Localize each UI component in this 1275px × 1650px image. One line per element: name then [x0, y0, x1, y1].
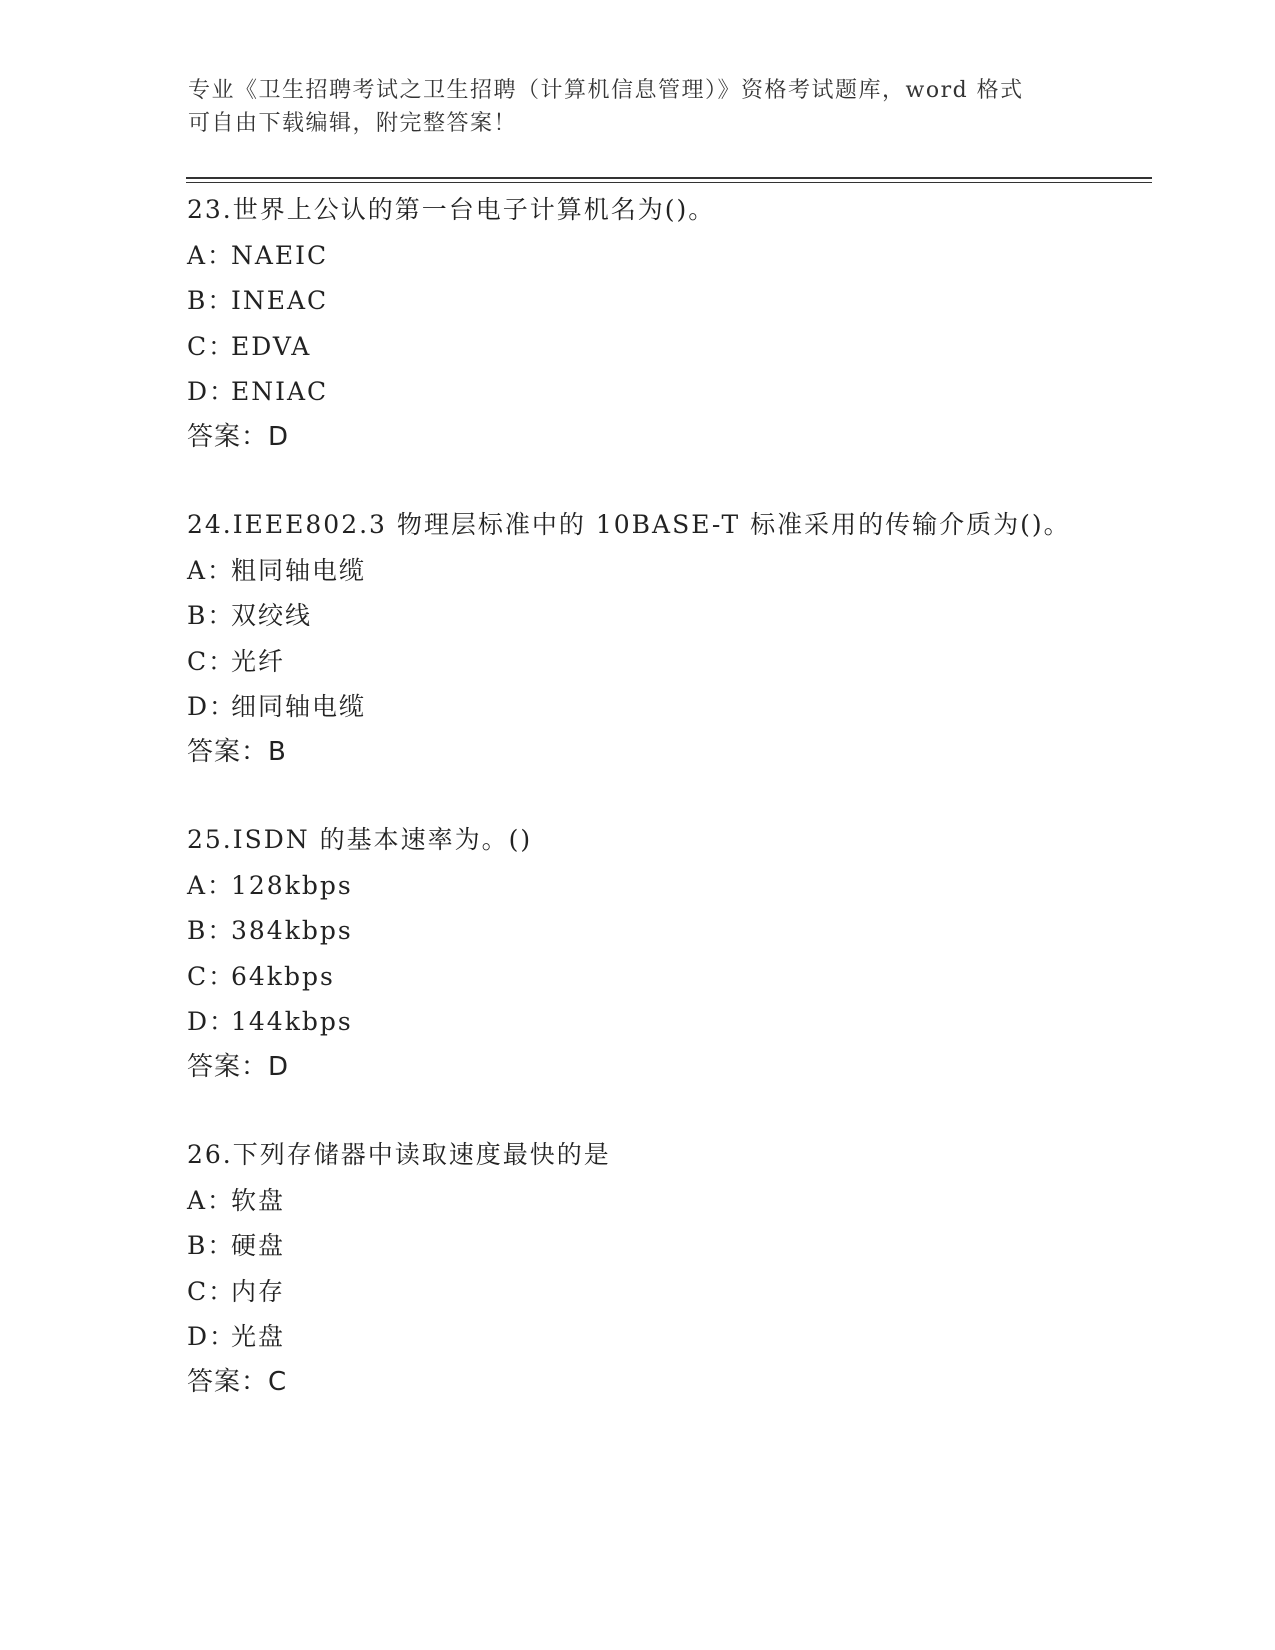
option-c	[187, 324, 1147, 370]
option-letter: D：	[187, 377, 237, 406]
option-a	[187, 1178, 1147, 1224]
answer-line: 答案：D	[187, 421, 290, 452]
option-letter: B：	[187, 601, 235, 630]
option-text: 硬盘	[231, 1231, 286, 1260]
option-b	[187, 1223, 1147, 1269]
option-b	[187, 278, 1147, 324]
question-stem: 24.IEEE802.3 物理层标准中的 10BASE-T 标准采用的传输介质为()。	[187, 510, 1071, 539]
option-c	[187, 954, 1147, 1000]
option-letter: D：	[187, 1007, 237, 1036]
question-stem: 25.ISDN 的基本速率为。()	[187, 825, 533, 854]
option-text: ENIAC	[231, 377, 329, 406]
answer-line: 答案：C	[187, 1366, 288, 1397]
option-c	[187, 1269, 1147, 1315]
question-stem: 23.世界上公认的第一台电子计算机名为()。	[187, 195, 716, 224]
option-letter: A：	[187, 240, 235, 270]
option-text: INEAC	[231, 286, 329, 315]
option-b	[187, 593, 1147, 639]
header-line-1: 专业《卫生招聘考试之卫生招聘（计算机信息管理）》资格考试题库，word 格式	[188, 78, 1024, 103]
option-c	[187, 639, 1147, 685]
question-24	[187, 502, 1147, 775]
answer-line: 答案：B	[187, 736, 287, 767]
option-letter: C：	[187, 961, 236, 991]
question-25	[187, 817, 1147, 1090]
question-23	[187, 187, 1147, 460]
option-text: 光盘	[231, 1322, 286, 1351]
option-text: NAEIC	[231, 240, 329, 270]
option-letter: C：	[187, 1276, 236, 1306]
option-letter: D：	[187, 1322, 237, 1351]
option-a	[187, 863, 1147, 909]
option-letter: A：	[187, 555, 235, 585]
question-26	[187, 1132, 1147, 1405]
option-letter: B：	[187, 916, 235, 945]
option-text: 384kbps	[231, 916, 353, 945]
option-text: EDVA	[231, 331, 312, 361]
option-text: 粗同轴电缆	[231, 555, 367, 585]
header-divider-thin	[186, 182, 1152, 183]
option-text: 细同轴电缆	[231, 692, 367, 721]
option-d	[187, 684, 1147, 730]
option-b	[187, 908, 1147, 954]
option-letter: C：	[187, 646, 236, 676]
option-text: 128kbps	[231, 870, 353, 900]
option-a	[187, 548, 1147, 594]
answer-line: 答案：D	[187, 1051, 290, 1082]
option-letter: D：	[187, 692, 237, 721]
header-line-2: 可自由下载编辑，附完整答案！	[188, 111, 518, 136]
option-letter: B：	[187, 1231, 235, 1260]
option-letter: A：	[187, 870, 235, 900]
option-d	[187, 369, 1147, 415]
option-letter: C：	[187, 331, 236, 361]
option-letter: B：	[187, 286, 235, 315]
option-text: 144kbps	[231, 1007, 353, 1036]
option-text: 软盘	[231, 1185, 286, 1215]
option-text: 64kbps	[231, 961, 335, 991]
option-letter: A：	[187, 1185, 235, 1215]
option-text: 内存	[231, 1276, 286, 1306]
option-text: 双绞线	[231, 601, 313, 630]
option-d	[187, 1314, 1147, 1360]
option-text: 光纤	[231, 646, 286, 676]
question-stem: 26.下列存储器中读取速度最快的是	[187, 1140, 611, 1169]
option-a	[187, 233, 1147, 279]
option-d	[187, 999, 1147, 1045]
header-divider-thick	[186, 177, 1152, 179]
document-header	[188, 74, 1088, 140]
